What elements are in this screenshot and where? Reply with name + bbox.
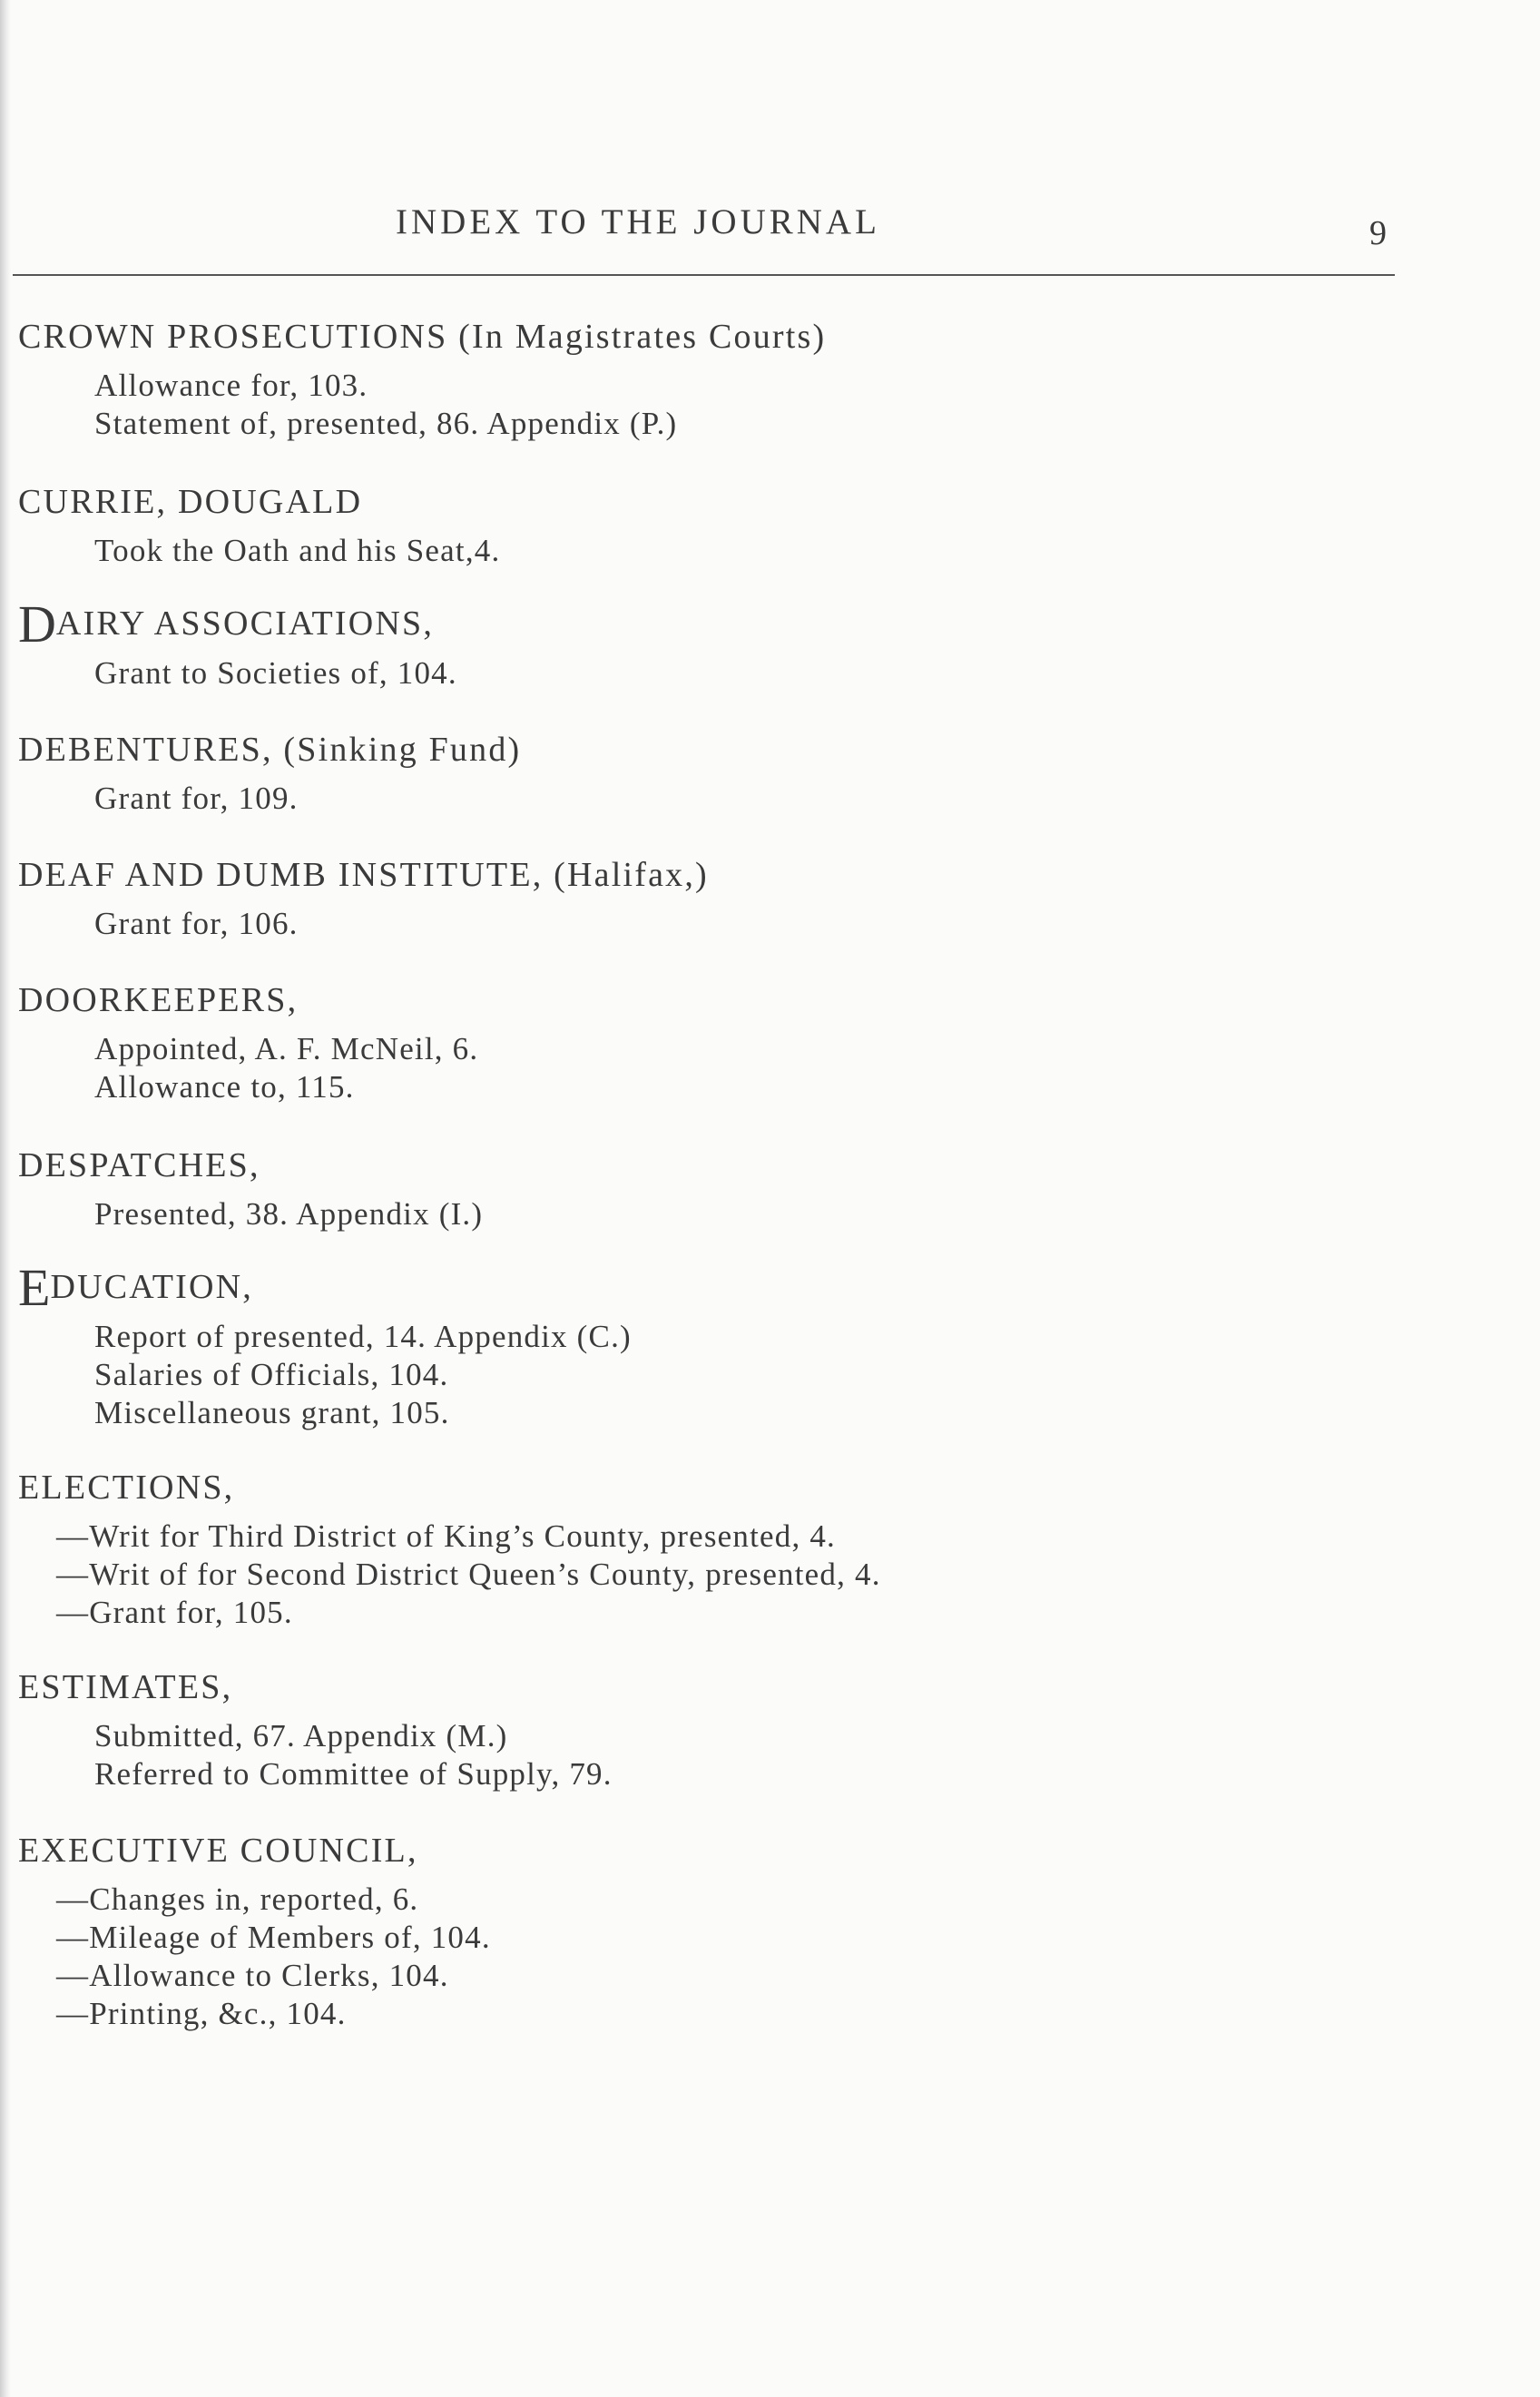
entry-subentries <box>94 905 1198 943</box>
subentry: Grant for, 109. <box>94 781 299 816</box>
entry-subentries <box>94 1030 1198 1106</box>
subentry: Report of presented, 14. Appendix (C.) <box>94 1319 632 1354</box>
section-initial-letter: D <box>18 594 56 653</box>
entry-subentries <box>94 1318 1198 1432</box>
entry-heading <box>18 594 1198 653</box>
subentry: Salaries of Officials, 104. <box>94 1357 449 1392</box>
index-entry-doorkeepers <box>18 977 1198 1106</box>
subentry: —Writ for Third District of King’s County, presented, 4. <box>56 1518 837 1554</box>
page-number: 9 <box>1369 214 1387 252</box>
entry-subentries <box>94 1195 1198 1233</box>
index-entry-estimates <box>18 1665 1198 1793</box>
subentry: Grant for, 106. <box>94 906 299 941</box>
entry-subentries <box>94 654 1198 693</box>
index-entry-dairy-associations <box>18 594 1198 693</box>
subentry: —Mileage of Members of, 104. <box>56 1920 491 1955</box>
entry-heading: EXECUTIVE COUNCIL, <box>18 1832 418 1870</box>
subentry: Allowance to, 115. <box>94 1069 355 1105</box>
entry-heading: DESPATCHES, <box>18 1146 260 1184</box>
entry-heading: DEAF AND DUMB INSTITUTE, (Halifax,) <box>18 856 709 894</box>
subentry: Took the Oath and his Seat,4. <box>94 533 501 568</box>
index-entry-executive-council <box>18 1828 1198 2033</box>
page-header <box>0 195 1398 250</box>
index-entry-currie-dougald <box>18 479 1198 570</box>
subentry: —Allowance to Clerks, 104. <box>56 1958 449 1993</box>
entry-heading: ESTIMATES, <box>18 1668 233 1706</box>
index-entry-debentures <box>18 727 1198 818</box>
entry-subentries <box>56 1881 1198 2033</box>
subentry: Miscellaneous grant, 105. <box>94 1395 450 1430</box>
subentry: —Changes in, reported, 6. <box>56 1881 419 1917</box>
entry-heading: CROWN PROSECUTIONS (In Magistrates Courts) <box>18 318 827 356</box>
index-entry-elections <box>18 1465 1198 1632</box>
entry-subentries <box>94 1717 1198 1793</box>
entry-heading-rest: AIRY ASSOCIATIONS, <box>55 604 435 643</box>
subentry: Submitted, 67. Appendix (M.) <box>94 1718 508 1754</box>
section-initial-letter: E <box>18 1258 51 1317</box>
subentry: —Printing, &c., 104. <box>56 1996 347 2031</box>
subentry: Presented, 38. Appendix (I.) <box>94 1196 484 1232</box>
subentry: Appointed, A. F. McNeil, 6. <box>94 1031 479 1066</box>
entry-subentries <box>94 367 1198 443</box>
page-binding-shadow <box>0 0 11 2397</box>
index-entry-crown-prosecutions <box>18 314 1198 443</box>
index-entry-despatches <box>18 1143 1198 1233</box>
index-list <box>18 314 1198 2033</box>
entry-heading <box>18 1258 1198 1317</box>
entry-heading: ELECTIONS, <box>18 1469 235 1507</box>
subentry: —Writ of for Second District Queen’s County, presented, 4. <box>56 1557 881 1592</box>
index-entry-education <box>18 1258 1198 1432</box>
entry-heading-rest: DUCATION, <box>50 1268 253 1306</box>
entry-heading: DEBENTURES, (Sinking Fund) <box>18 731 522 769</box>
entry-subentries <box>56 1518 1198 1632</box>
entry-subentries <box>94 532 1198 570</box>
subentry: —Grant for, 105. <box>56 1595 293 1630</box>
subentry: Grant to Societies of, 104. <box>94 655 457 691</box>
subentry: Statement of, presented, 86. Appendix (P.) <box>94 406 678 441</box>
running-title: INDEX TO THE JOURNAL <box>396 202 880 241</box>
index-entry-deaf-and-dumb-institute <box>18 852 1198 943</box>
entry-heading: DOORKEEPERS, <box>18 981 299 1019</box>
subentry: Allowance for, 103. <box>94 368 368 403</box>
entry-heading: CURRIE, DOUGALD <box>18 483 363 521</box>
header-rule <box>13 274 1395 276</box>
subentry: Referred to Committee of Supply, 79. <box>94 1756 613 1792</box>
entry-subentries <box>94 780 1198 818</box>
